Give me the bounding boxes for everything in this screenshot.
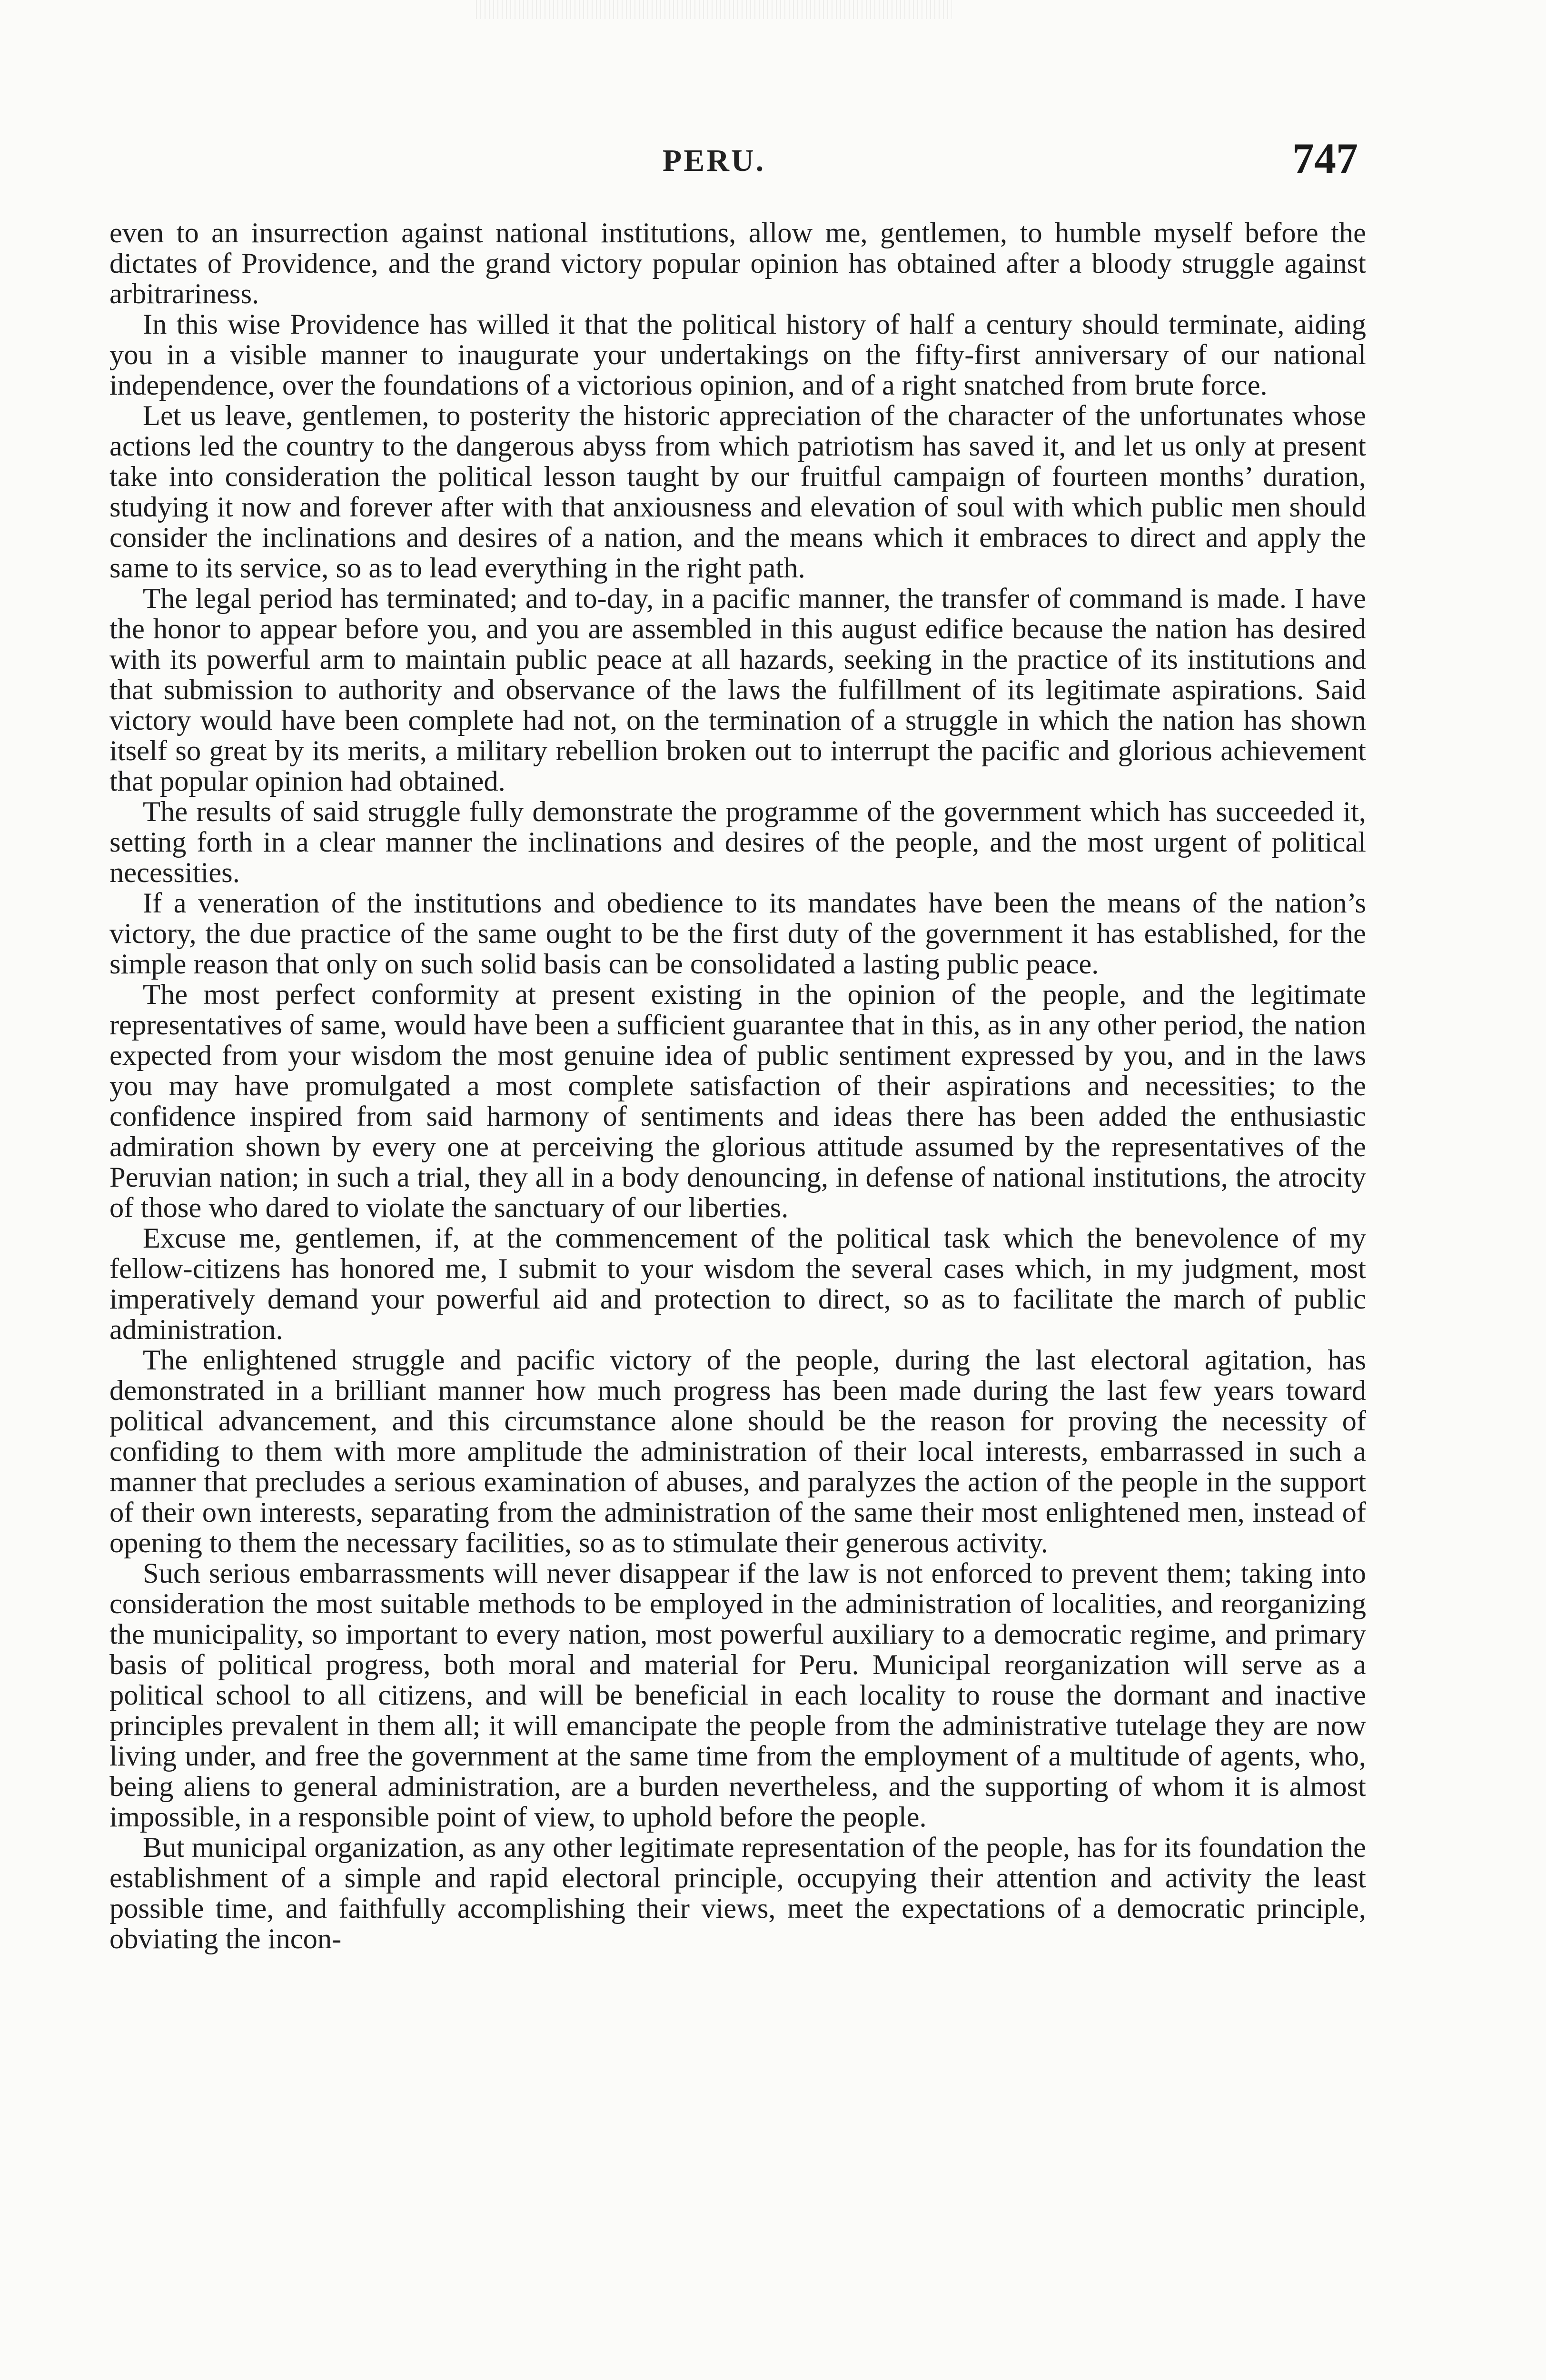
paragraph-6: If a veneration of the institutions and obedience to its mandates have been the means of the nation’s victory, the due practice of the same ought to be the first duty of the government it has established, for the simple reason that only on such solid basis can be consolidated a lasting public peace. — [109, 887, 1366, 980]
paragraph-2: In this wise Providence has willed it that the political history of half a century should terminate, aiding you in a visible manner to inaugurate your undertakings on the fifty-first anniversary of our national independence, over the foundations of a victorious opinion, and of a right snatched from brute force. — [109, 308, 1366, 401]
scan-artifact — [476, 0, 952, 19]
paragraph-10: Such serious embarrassments will never disappear if the law is not enforced to prevent them; taking into consideration the most suitable methods to be employed in the administration of localities, and reorganizing the municipality, so important to every nation, most powerful auxiliary to a democratic regime, and primary basis of political progress, both moral and material for Peru. Municipal reorganization will serve as a political school to all citizens, and will be beneficial in each locality to rouse the dormant and inactive principles prevalent in them all; it will emancipate the people from the administrative tutelage they are now living under, and free the government at the same time from the employment of a multitude of agents, who, being aliens to general administration, are a burden nevertheless, and the supporting of whom it is almost impossible, in a responsible point of view, to uphold before the people. — [109, 1557, 1366, 1833]
page-number: 747 — [1292, 134, 1358, 183]
paragraph-7: The most perfect conformity at present existing in the opinion of the people, and the legitimate representatives of same, would have been a sufficient guarantee that in this, as in any other period, the nation expected from your wisdom the most genuine idea of public sentiment expressed by you, and in the laws you may have promulgated a most complete satisfaction of their aspirations and necessities; to the confidence inspired from said harmony of sentiments and ideas there has been added the enthusiastic admiration shown by every one at perceiving the glorious attitude assumed by the representatives of the Peruvian nation; in such a trial, they all in a body denouncing, in defense of national institutions, the atrocity of those who dared to violate the sanctuary of our liberties. — [109, 979, 1366, 1224]
paragraph-8: Excuse me, gentlemen, if, at the commencement of the political task which the benevolence of my fellow-citizens has honored me, I submit to your wisdom the several cases which, in my judgment, most imperatively demand your powerful aid and protection to direct, so as to facilitate the march of public administration. — [109, 1222, 1366, 1346]
body-text — [109, 218, 1366, 1954]
paragraph-1: even to an insurrection against national institutions, allow me, gentlemen, to humble myself before the dictates of Providence, and the grand victory popular opinion has obtained after a bloody struggle against arbitrariness. — [109, 217, 1366, 310]
paragraph-11: But municipal organization, as any other legitimate representation of the people, has for its foundation the establishment of a simple and rapid electoral principle, occupying their attention and activity the least possible time, and faithfully accomplishing their views, meet the expectations of a democratic principle, obviating the incon- — [109, 1832, 1366, 1955]
paragraph-4: The legal period has terminated; and to-day, in a pacific manner, the transfer of command is made. I have the honor to appear before you, and you are assembled in this august edifice because the nation has desired with its powerful arm to maintain public peace at all hazards, seeking in the practice of its institutions and that submission to authority and observance of the laws the fulfillment of its legitimate aspirations. Said victory would have been complete had not, on the termination of a struggle in which the nation has shown itself so great by its merits, a military rebellion broken out to interrupt the pacific and glorious achievement that popular opinion had obtained. — [109, 583, 1366, 797]
paragraph-9: The enlightened struggle and pacific victory of the people, during the last electoral agitation, has demonstrated in a brilliant manner how much progress has been made during the last few years toward political advancement, and this circumstance alone should be the reason for proving the necessity of confiding to them with more amplitude the administration of their local interests, embarrassed in such a manner that precludes a serious examination of abuses, and paralyzes the action of the people in the support of their own interests, separating from the administration of the same their most enlightened men, instead of opening to them the necessary facilities, so as to stimulate their generous activity. — [109, 1344, 1366, 1559]
paragraph-5: The results of said struggle fully demonstrate the programme of the government which has succeeded it, setting forth in a clear manner the inclinations and desires of the people, and the most urgent of political necessities. — [109, 796, 1366, 889]
paragraph-3: Let us leave, gentlemen, to posterity the historic appreciation of the character of the unfortunates whose actions led the country to the dangerous abyss from which patriotism has saved it, and let us only at present take into consideration the political lesson taught by our fruitful campaign of fourteen months’ duration, studying it now and forever after with that anxiousness and elevation of soul with which public men should consider the inclinations and desires of a nation, and the means which it embraces to direct and apply the same to its service, so as to lead everything in the right path. — [109, 400, 1366, 584]
running-title: PERU. — [662, 143, 766, 178]
